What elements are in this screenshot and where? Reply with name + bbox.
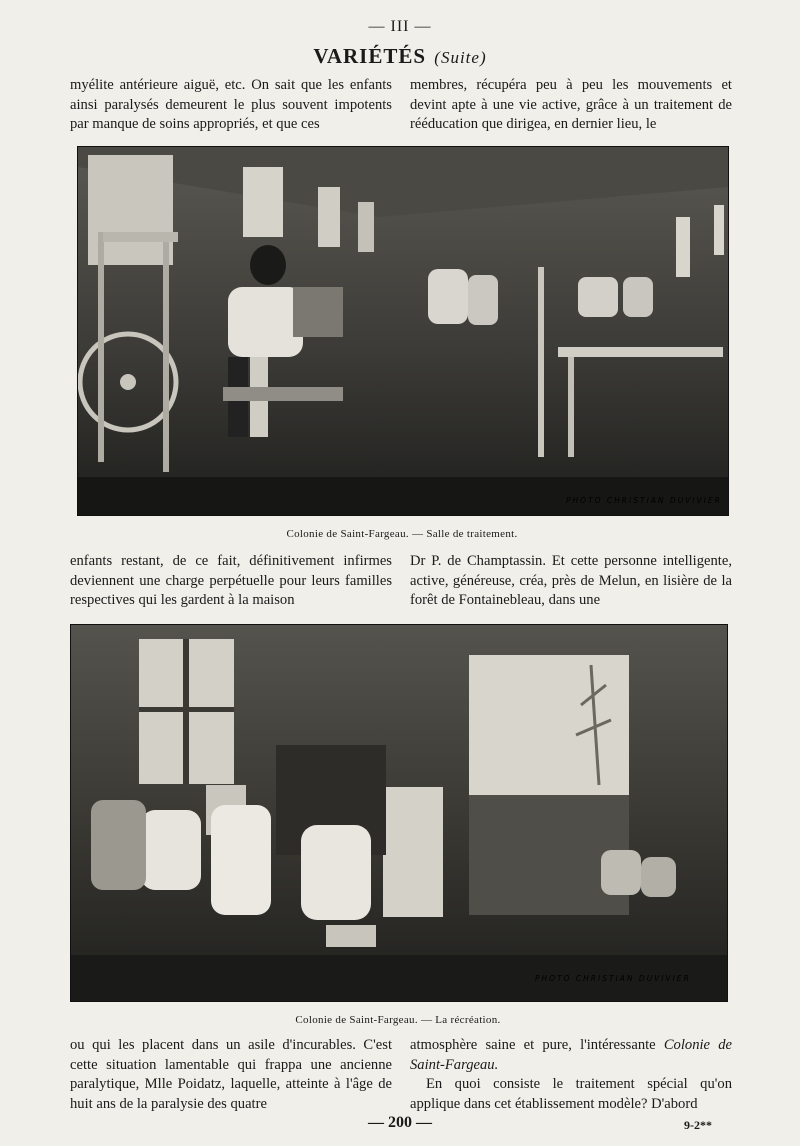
- paragraph: myélite antérieure aiguë, etc. On sait que les enfants ainsi paralysés demeurent le plus souvent impotents par manque de soins appropriés, et que ces: [70, 77, 392, 132]
- text-block-2-right: [410, 552, 732, 611]
- paragraph: Dr P. de Champtassin. Et cette personne intelligente, active, généreuse, créa, près de Melun, en lisière de la forêt de Fontainebleau, dans une: [410, 553, 732, 608]
- paragraph: ou qui les placent dans un asile d'incurables. C'est cette situation lamentable qui frappa une ancienne paralytique, Mlle Poidatz, laquelle, atteinte à l'âge de huit ans de la paralysie des quatre: [70, 1037, 392, 1112]
- paragraph: membres, récupéra peu à peu les mouvements et devint apte à une vie active, grâce à un traitement de rééducation que dirigea, en dernier lieu, le: [410, 77, 732, 132]
- photo1-caption: Colonie de Saint-Fargeau. — Salle de traitement.: [286, 528, 518, 540]
- photo2-caption: Colonie de Saint-Fargeau. — La récréation.: [295, 1014, 501, 1026]
- photo1-credit: PHOTO CHRISTIAN DUVIVIER: [566, 496, 722, 505]
- paragraph: [410, 1036, 732, 1075]
- paragraph: enfants restant, de ce fait, définitivement infirmes deviennent une charge perpétuelle pour leurs familles respectives qui les gardent à la maison: [70, 553, 392, 608]
- text-block-3-right: [410, 1036, 732, 1114]
- text-run: atmosphère saine et pure, l'intéressante: [410, 1037, 664, 1053]
- text-block-1-left: [70, 76, 392, 135]
- text-block-2-left: [70, 552, 392, 611]
- italic-text: Colonie de Saint-Fargeau.: [410, 1037, 732, 1073]
- text-block-1-right: [410, 76, 732, 135]
- page-number: — 200 —: [368, 1114, 432, 1131]
- photo-treatment-room-image: [78, 147, 728, 515]
- section-name: VARIÉTÉS: [313, 44, 427, 68]
- top-page-number: — III —: [368, 18, 432, 35]
- photo2-credit: PHOTO CHRISTIAN DUVIVIER: [535, 974, 691, 983]
- photo-recreation-image: [71, 625, 727, 1001]
- section-title: [0, 44, 800, 69]
- text-block-3-left: [70, 1036, 392, 1114]
- signature-mark: 9-2**: [684, 1118, 712, 1132]
- photo-treatment-room: [77, 146, 729, 516]
- photo-recreation: [70, 624, 728, 1002]
- section-suffix: (Suite): [434, 48, 487, 67]
- paragraph: En quoi consiste le traitement spécial qu'on applique dans cet établissement modèle? D'abord: [410, 1076, 732, 1112]
